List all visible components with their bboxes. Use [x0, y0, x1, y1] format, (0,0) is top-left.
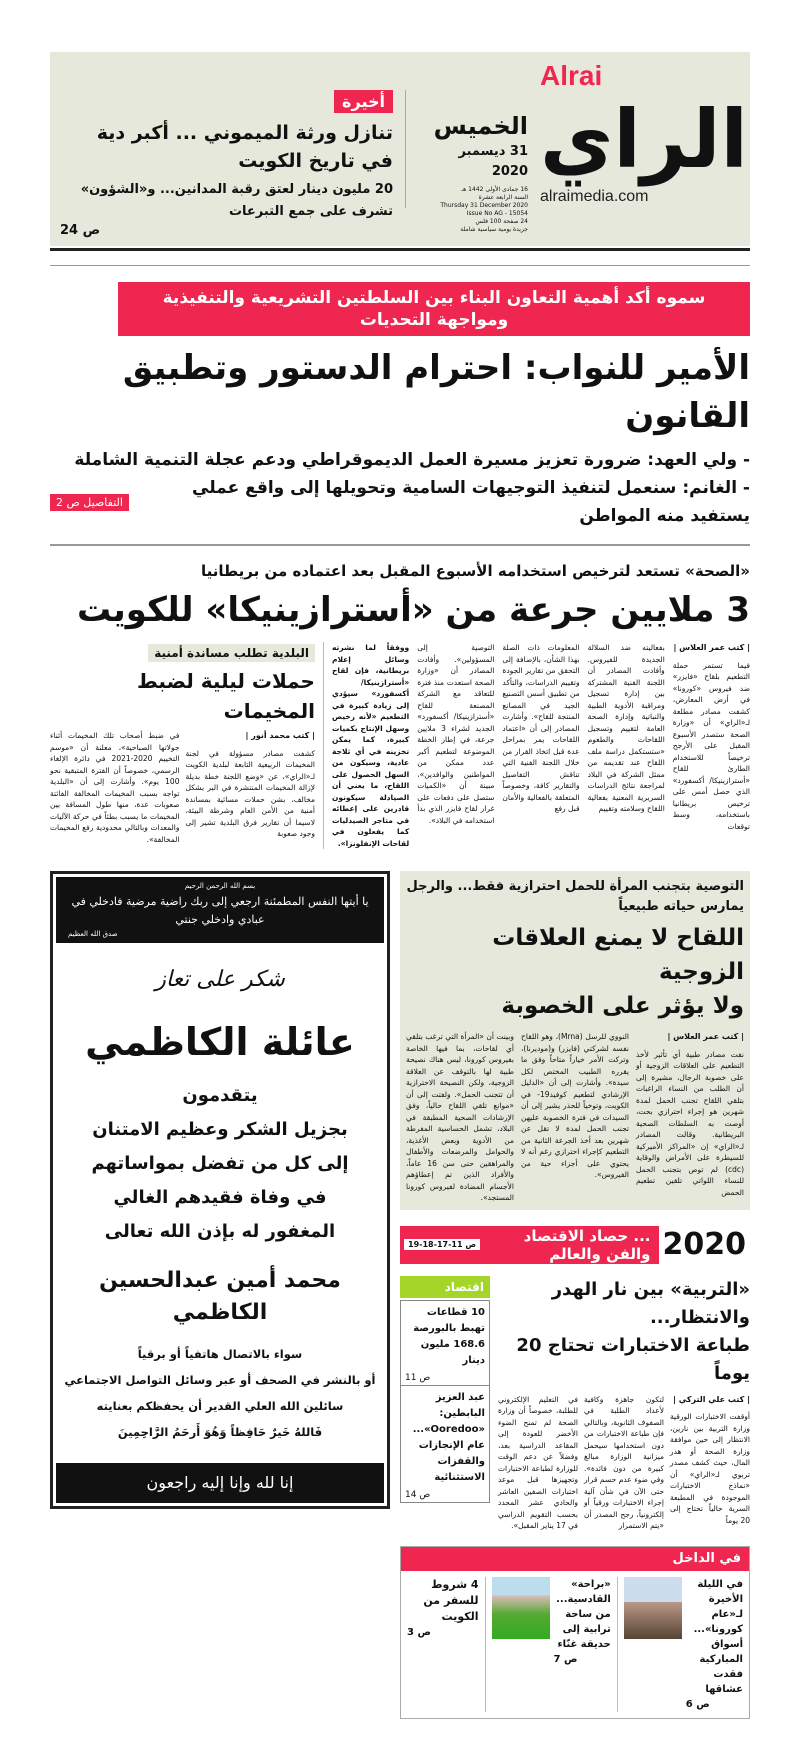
ad-line: بجزيل الشكر وعظيم الامتنان: [92, 1119, 348, 1140]
column-text: كشفت مصادر مسؤولة في لجنة المخيمات الربيعية التابعة لبلدية الكويت لـ«الراي»، عن «وضع اللجنة خطة بديلة لإزالة المخيمات المنتشرة في البر بشكل مخالف، بشن حملات مسائية بمساندة أمنية من الأمن العام وشرطة البيئة، لاسيما أن تقارير فرق البلدية تشير إلى وجود صعوبة: [185, 748, 315, 838]
front-page: [50, 0, 750, 1759]
ad-title: شكر على تعاز: [155, 967, 285, 992]
vaccine-col: المعلومات ذات الصلة بهذا الشأن، بالإضافة إلى التحقق من تقارير الجودة وتقييم الدراسات، والتأكد من تطبيق أسس التصنيع الجيد في المصانع المنتجة للقاح». وأشارت المصادر إلى أن «اعتماد اللقاحات يمر بمراحل عدة قبل اتخاذ القرار من خلال اللجنة الفنية التي تناقش التفاصيل والتقارير كافة، وخصوصاً المتعلقة بالفعالية والأمان قبل رفع: [502, 643, 580, 813]
logo-en: Alrai: [540, 60, 603, 91]
education-headline[interactable]: طباعة الاختبارات تحتاج 20 يوماً: [516, 1334, 750, 1384]
ad-line: المغفور له بإذن الله تعالى: [104, 1221, 336, 1242]
fertility-col: النووي للرسل (Mrna)، وهو اللقاح نفسه لشركتي (فايزر) و(موديرنا)، وتركت الأمر خياراً متاحاً وفق ما يقرره الطبيب المختص لكل سيدة». وأشارت إلى أن «الدليل الإرشادي لتطعيم كوفيد19- في الكويت، وتوخياً للحذر يشير إلى أن السيدات في فترة الخصوبة عليهن تجنب الحمل لمدة لا تقل عن شهرين بعد أخذ الجرعة الثانية من التطعيم كإجراء احترازي رغم أنه لا يحتوي على أجزاء حية من الفيروس».: [521, 1032, 629, 1179]
education-col: [670, 1394, 750, 1532]
fertility-kicker: التوصية بتجنب المرأة للحمل احترازية فقط... والرجل يمارس حياته طبيعياً: [406, 879, 744, 914]
ad-line: فَاللهُ خَيرٌ حَافِظاً وَهُوَ أَرحَمُ الرَّاحِمِينَ: [117, 1425, 323, 1439]
economy-tag: اقتصاد: [400, 1276, 490, 1298]
column-text: نفت مصادر طبية أي تأثير لأخذ التطعيم على العلاقات الزوجية أو على خصوبة الرجال، مشيرة إلى أن الطلب من النساء الراغبات بتلقي اللقاح تجنب الحمل لمدة شهرين هو إجراء احترازي بحت، أوصت به السلطات الصحية البريطانية. وقالت المصادر لـ«الراي» إن «المراكز الأميركية للسيطرة على الأمراض والوقاية (cdc) لم توص بتجنب الحمل للنساء اللواتي تلقين تطعيم الحمض: [636, 1049, 744, 1197]
inside-item[interactable]: 4 شروط للسفر من الكويت: [423, 1577, 479, 1623]
divider: [50, 544, 750, 546]
issue-line: السنة الرابعة عشرة: [478, 194, 528, 201]
fertility-col: وبينت أن «المرأة التي ترغب بتلقي أي لقاحات، بما فيها الخاصة بفيروس كورونا، ليس هناك نصيحة طبية لها بالتوقف عن العلاقة الزوجية، ولكن النصيحة الاحترازية أن تتجنب الحمل». ولفتت إلى أن «موانع تلقي اللقاح حالياً، وفق الإرشادات الصحية المطبقة في البلاد، تشمل الحساسية المفرطة من الأدوية وبعض الأغذية، والحوامل والمرضعات والأطفال والمراهقين حتى سن 16 عاماً، والأفراد الذين تم إعطاؤهم الأجسام المضادة لفيروس كورونا المستجد».: [406, 1032, 514, 1202]
market-photo: [624, 1577, 682, 1639]
last-page-headline[interactable]: تنازل ورثة الميموني ... أكبر دية في تاريخ الكويت: [96, 122, 393, 172]
ad-line: في وفاة فقيدهم الغالي: [113, 1187, 327, 1208]
fertility-headline[interactable]: اللقاح لا يمنع العلاقات الزوجية: [492, 925, 744, 985]
divider: [617, 1577, 618, 1712]
last-page-teaser: [60, 60, 393, 238]
education-row: [400, 1276, 750, 1532]
divider: [50, 248, 750, 251]
logo-ar: الراي: [540, 93, 748, 186]
vaccine-col: ووفقاً لما نشرته وسائل إعلام بريطانية، فإن لقاح «أسترازينيكا/ أكسفورد» سيؤدي إلى زيادة كبيرة في التطعيم «لأنه رخيص وسهل الإنتاج بكميات كبيرة، كما يمكن تخزينه في أي ثلاجة عادية، وسيكون من السهل الحصول على اللقاح، ما يعني أن الصيادلة سيكونون قادرين على إعطائه في متاجر الصيدليات كما يفعلون في لقاحات الإنفلونزا».: [331, 643, 410, 848]
column-text: فيما تستمر حملة التطعيم بلقاح «فايزر» ضد فيروس «كورونا» في أرض المعارض، كشفت مصادر مطلعة لـ«الراي» أن «وزارة الصحة ستصدر الأسبوع المقبل على الأرجح ترخيصاً للاستخدام الطارئ للقاح «أسترازينيكا/ أكسفورد» الذي حصل أمس على ترخيص بريطانيا باستخدامه، وسط توقعات: [672, 660, 750, 831]
ad-verse-band: [56, 877, 384, 943]
education-headline[interactable]: «التربية» بين نار الهدر والانتظار...: [551, 1278, 750, 1328]
garden-photo: [492, 1577, 550, 1639]
date: 31 ديسمبر 2020: [458, 144, 528, 179]
lead-headline[interactable]: الأمير للنواب: احترام الدستور وتطبيق القانون: [122, 348, 750, 436]
column-text: أوقفت الاختبارات الورقية وزارة التربية بين نارين، الانتظار إلى حين موافقة وزارة الصحة أو هدر المال، حيث كشف مصدر تربوي لـ«الراي» أن «نماذج الاختبارات الموجودة في المطبعة السرية حالياً تحتاج إلى 20 يوماً: [670, 1412, 750, 1525]
divider: [50, 265, 750, 266]
page-ref: ص 14: [405, 1489, 431, 1500]
page-ref: ص 3: [407, 1626, 431, 1638]
year-review-pages: ص 11-17-18-19: [404, 1239, 480, 1250]
vaccine-headline[interactable]: 3 ملايين جرعة من «أسترازينيكا» للكويت: [77, 590, 750, 630]
byline: | كتب علي التركي |: [673, 1394, 750, 1404]
fertility-col: [636, 1031, 744, 1204]
fertility-headline[interactable]: ولا يؤثر على الخصوبة: [501, 993, 744, 1019]
vaccine-col: بفعاليته ضد السلالة الجديدة للفيروس. وأفادت المصادر أن اللجنة الفنية المشتركة بين إدارة تسجيل ومراقبة الأدوية الطبية والنباتية وإدارة الصحة العامة لتقييم وتسجيل اللقاحات والطعوم «ستستكمل دراسة ملف اللقاح عند تقديمه من ممثل الشركة في البلاد لمراجعة نتائج الدراسات السريرية المعنية بفعالية اللقاح وسلامته وتقييم: [587, 643, 665, 813]
education-col: لتكون جاهزة وكافية لأعداد الطلبة في الصفوف الثانوية، وبالتالي فإن طباعة الاختبارات من دون استخدامها سيحمل ميزانية الوزارة مبالغ كبيرة من دون فائدة». وفي ضوء عدم حسم قرار حتى الآن في شأن آلية إجراء الاختبارات ورقياً أو إلكترونياً، رجح المصدر أن «يتم الاستمرار: [584, 1394, 664, 1530]
lower-section: [50, 871, 750, 1719]
inside-item[interactable]: في الليلة الأخيرة لـ«عام كورونا»... أسواق المباركية فقدت عشاقها: [693, 1578, 743, 1695]
details-link[interactable]: التفاصيل ص 2: [50, 494, 129, 511]
last-page-number: ص 24: [60, 223, 101, 238]
ad-line: أو بالنشر في الصحف أو عبر وسائل التواصل الاجتماعي: [64, 1373, 376, 1387]
economy-item[interactable]: 10 قطاعات تهبط بالبورصة 168.6 مليون دينار: [413, 1306, 485, 1366]
byline: | كتب محمد أنور |: [245, 731, 315, 740]
municipality-col: [185, 730, 315, 845]
divider: [485, 1577, 486, 1712]
day: الخميس: [433, 112, 528, 140]
municipality-article: [50, 642, 315, 845]
vaccine-kicker: «الصحة» تستعد لترخيص استخدامه الأسبوع المقبل بعد اعتماده من بريطانيا: [201, 562, 750, 580]
site-link[interactable]: alraimedia.com: [540, 188, 649, 205]
lead-sub-1: - ولي العهد: ضرورة تعزيز مسيرة العمل الديموقراطي ودعم عجلة التنمية الشاملة: [74, 450, 750, 470]
inside-title: في الداخل: [401, 1547, 749, 1571]
lead-sub-2: - الغانم: سنعمل لتنفيذ التوجيهات السامية وتحويلها إلى واقع عملي يستفيد منه المواطن: [192, 478, 750, 526]
date-block: [418, 60, 528, 238]
deceased-name: محمد أمين عبدالحسين الكاظمي: [99, 1268, 341, 1325]
byline: | كتب عمر العلاس |: [667, 1032, 744, 1041]
ad-line: يتقدمون: [182, 1085, 258, 1106]
vaccine-col: [673, 642, 750, 832]
page-ref: ص 7: [553, 1653, 578, 1665]
year-review-bar[interactable]: [400, 1226, 750, 1264]
last-page-tag: أخيرة: [334, 90, 393, 113]
inside-item-box[interactable]: [624, 1577, 743, 1712]
education-article: [498, 1276, 750, 1532]
story-row: [50, 642, 750, 849]
inside-item[interactable]: «براحة» القادسية... من ساحة ترابية إلى حديقة غنّاء: [556, 1578, 611, 1650]
ad-line: سائلين الله العلي القدير أن يحفظكم بعنايته: [96, 1399, 344, 1413]
economy-item[interactable]: عبد العزيز البابطين: «Ooredoo»... عام الإنجازات والقفزات الاستثنائية: [412, 1391, 485, 1483]
municipality-kicker: البلدية تطلب مساندة أمنية: [148, 644, 315, 662]
lead-banner: سموه أكد أهمية التعاون البناء بين السلطتين التشريعية والتنفيذية ومواجهة التحديات: [118, 282, 750, 336]
byline: | كتب عمر العلاس |: [673, 643, 750, 652]
divider: [405, 90, 406, 208]
basmala: بسم الله الرحمن الرحيم: [184, 882, 256, 890]
ad-line: إلى كل من تفضل بمواساتهم: [91, 1153, 349, 1174]
inside-item-box[interactable]: [407, 1577, 479, 1712]
logo-block: [540, 60, 748, 238]
ad-footer-band: إنا لله وإنا إليه راجعون: [56, 1463, 384, 1503]
economy-box: [400, 1276, 490, 1503]
issue-line: 24 صفحة 100 فلس: [475, 218, 528, 225]
masthead: [50, 52, 750, 246]
ad-line: سواء بالاتصال هاتفياً أو برقياً: [137, 1347, 303, 1361]
year-label: 2020: [659, 1226, 751, 1264]
inside-box: [400, 1546, 750, 1719]
issue-info: [418, 186, 528, 234]
education-col: في التعليم الإلكتروني للطلبة، خصوصاً أن وزارة الصحة لم تمنح الضوء الأخضر للعودة إلى المقاعد الدراسية بعد، وفضلاً عن دعم الوقت للوزارة لطباعة الاختبارات وتجهيزها قبل موعد اختبارات الصفين العاشر والحادي عشر المحدد بحسب التقويم الدراسي في 17 يناير المقبل».: [498, 1394, 578, 1530]
municipality-headline[interactable]: حملات ليلية لضبط المخيمات: [137, 669, 315, 723]
municipality-col: في ضبط أصحاب تلك المخيمات أثناء جولاتها الصباحية»، معلنة أن «موسم التخييم 2020-2021 في دائرة الإلغاء الرسمي، خصوصاً أن الفترة المتبقية نحو 100 يوم». وأشارت إلى أن «البلدية تواجه بسبب المخيمات المخالفة الفائتة صعوبات عدة، منها طول المسافة بين المخيمات ما يسبب بطئاً في حركة الآليات والمعدات وبالتالي محدودية رفع المخيمات المخالفة».: [49, 731, 180, 844]
family-name: عائلة الكاظمي: [85, 1020, 355, 1064]
page-ref: ص 11: [401, 1373, 489, 1386]
vaccine-col: التوصية إلى المسؤولين». وأفادت المصادر أن «وزارة الصحة استعدت منذ فترة للتعاقد مع الشركة المصنعة للقاح «أسترازينيكا/ أكسفورد» الجديد لشراء 3 ملايين جرعة، في إطار الخطة الموضوعة لتطعيم أكبر عدد ممكن من المواطنين والوافدين»، مبينة أن «الكميات ستصل على دفعات على غرار لقاح فايزر الذي بدأ استخدامه في البلاد».: [417, 643, 495, 825]
inside-item-box[interactable]: [492, 1577, 611, 1712]
fertility-article: [400, 871, 750, 1210]
issue-line: Thursday 31 December 2020: [440, 202, 528, 209]
last-page-sub: 20 مليون دينار لعتق رقبة المدانين... و«الشؤون» تشرف على جمع التبرعات: [80, 182, 393, 219]
page-ref: ص 6: [685, 1698, 710, 1710]
year-review-title: ... حصاد الاقتصاد والفن والعالم: [523, 1226, 651, 1263]
sadaq: صدق الله العظيم: [68, 930, 118, 938]
divider: [323, 642, 324, 849]
issue-line: Issue No AG - 15054: [466, 210, 528, 217]
condolence-ad: [50, 871, 390, 1509]
issue-line: جريدة يومية سياسية شاملة: [460, 226, 528, 233]
quran-verse: يا أيتها النفس المطمئنة ارجعي إلى ربك راضية مرضية فادخلي في عبادي وادخلي جنتي: [71, 895, 369, 926]
lead-sub-row: [50, 474, 750, 530]
issue-line: 16 جمادى الأولى 1442 هـ: [461, 186, 528, 193]
right-stack: [400, 871, 750, 1719]
